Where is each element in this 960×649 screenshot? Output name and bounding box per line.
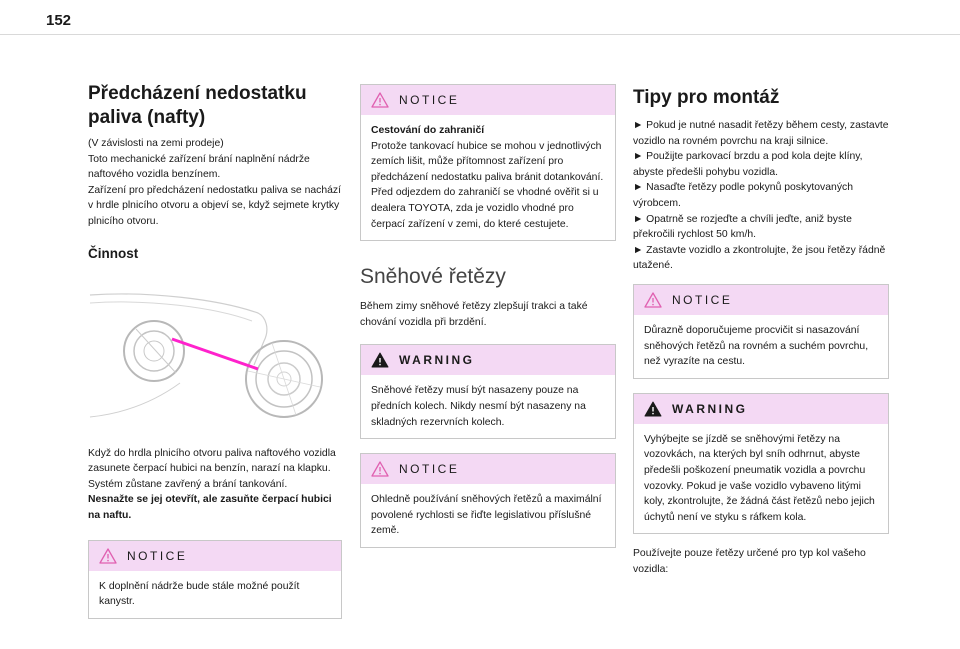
column-3 <box>633 84 889 577</box>
notice-text: Důrazně doporučujeme procvičit si nasazování sněhových řetězů na rovném a suchém povrchu, než vyrazíte na cestu. <box>644 324 869 368</box>
step-3: ► Nasaďte řetězy podle pokynů poskytovaných výrobcem. <box>633 182 853 209</box>
notice-text-2: Před odjezdem do zahraničí se vhodné ověřit si u dealera TOYOTA, zda je vozidlo vhodné pro čerpací zařízení v zemi, do které cestujete. <box>371 187 599 230</box>
notice-header <box>361 454 615 484</box>
warning-header <box>634 394 888 424</box>
notice-text: Protože tankovací hubice se mohou v jednotlivých zemích lišit, může přítomnost zařízení pro předcházení nedostatku paliva bránit dotankování. <box>371 140 604 183</box>
notice-box-practice <box>633 284 889 379</box>
warning-body <box>361 375 615 438</box>
intro-line-2: Toto mechanické zařízení brání naplnění nádrže naftového vozidla benzínem. <box>88 153 310 181</box>
intro-line-3: Zařízení pro předcházení nedostatku paliva se nachází v hrdle plnicího otvoru a objeví se, když sejmete krytky plnicího otvoru. <box>88 184 341 227</box>
column-1 <box>88 62 342 619</box>
notice-label: NOTICE <box>399 462 460 477</box>
section-heading-operation: Činnost <box>88 245 139 261</box>
warning-text: Vyhýbejte se jízdě se sněhovými řetězy na vozovkách, na kterých byl sníh odhrnut, abyste předešli poškození pneumatik vozidla a povrchu vozovky. Pokud je vaše vozidlo vybaveno litými koly, zkontrolujte, že žádná část řetězů nebo jejich úchytů není ve styku s ráfkem kola. <box>644 433 875 523</box>
notice-body <box>361 484 615 547</box>
notice-body <box>89 571 341 618</box>
step-5: ► Zastavte vozidlo a zkontrolujte, že jsou řetězy řádně utažené. <box>633 244 886 272</box>
intro-line-1: (V závislosti na zemi prodeje) <box>88 138 224 149</box>
column-2 <box>360 84 616 548</box>
notice-header <box>634 285 888 315</box>
notice-label: NOTICE <box>399 93 460 107</box>
warning-triangle-outline-icon <box>371 461 389 477</box>
operation-text: Když do hrdla plnicího otvoru paliva naftového vozidla zasunete čerpací hubici na benzín, narazí na klapku. Systém zůstane zavřený a brání tankování. <box>88 447 336 490</box>
notice-header <box>361 85 615 115</box>
closing-text: Používejte pouze řetězy určené pro typ kol vašeho vozidla: <box>633 548 866 575</box>
step-4: ► Opatrně se rozjeďte a chvíli jeďte, aniž byste překročili rychlost 50 km/h. <box>633 213 852 241</box>
step-2: ► Použijte parkovací brzdu a pod kola dejte klíny, abyste předešli pohybu vozidla. <box>633 151 863 178</box>
warning-header <box>361 345 615 375</box>
page-number: 152 <box>46 12 72 29</box>
notice-box-travel-abroad <box>360 84 616 241</box>
warning-body <box>634 424 888 534</box>
fuel-filler-illustration <box>88 279 342 429</box>
warning-triangle-outline-icon <box>99 548 117 564</box>
notice-body <box>361 115 615 240</box>
warning-box-front-wheels <box>360 344 616 439</box>
notice-bold-title: Cestování do zahraničí <box>371 125 485 136</box>
warning-triangle-outline-icon <box>644 292 662 308</box>
warning-label: WARNING <box>399 353 475 368</box>
top-rule <box>0 34 960 35</box>
title-mounting-tips: Tipy pro montáž <box>633 87 780 108</box>
warning-triangle-filled-icon <box>644 401 662 417</box>
warning-label: WARNING <box>672 401 748 416</box>
warning-triangle-outline-icon <box>371 92 389 108</box>
warning-text: Sněhové řetězy musí být nasazeny pouze na předních kolech. Nikdy nesmí být nasazeny na skladných rezervních kolech. <box>371 385 586 428</box>
notice-text: K doplnění nádrže bude stále možné použít kanystr. <box>99 580 300 608</box>
notice-box-legislation <box>360 453 616 548</box>
notice-text: Ohledně používání sněhových řetězů a maximální povolené rychlosti se řiďte legislativou příslušné země. <box>371 494 602 537</box>
notice-body <box>634 315 888 378</box>
notice-label: NOTICE <box>127 548 188 563</box>
operation-warning-text: Nesnažte se jej otevřít, ale zasuňte čerpací hubici na naftu. <box>88 494 332 521</box>
snow-chains-intro: Během zimy sněhové řetězy zlepšují trakci a také chování vozidla při brzdění. <box>360 301 588 328</box>
warning-triangle-filled-icon <box>371 352 389 368</box>
notice-box-canister <box>88 540 342 619</box>
warning-box-cleared-roads <box>633 393 889 535</box>
step-1: ► Pokud je nutné nasadit řetězy během cesty, zastavte vozidlo na rovném povrchu na kraji silnice. <box>633 120 889 147</box>
notice-label: NOTICE <box>672 292 733 307</box>
title-snow-chains: Sněhové řetězy <box>360 265 506 289</box>
notice-header <box>89 541 341 571</box>
title-misfuel-prevention: Předcházení nedostatku paliva (nafty) <box>88 83 307 128</box>
